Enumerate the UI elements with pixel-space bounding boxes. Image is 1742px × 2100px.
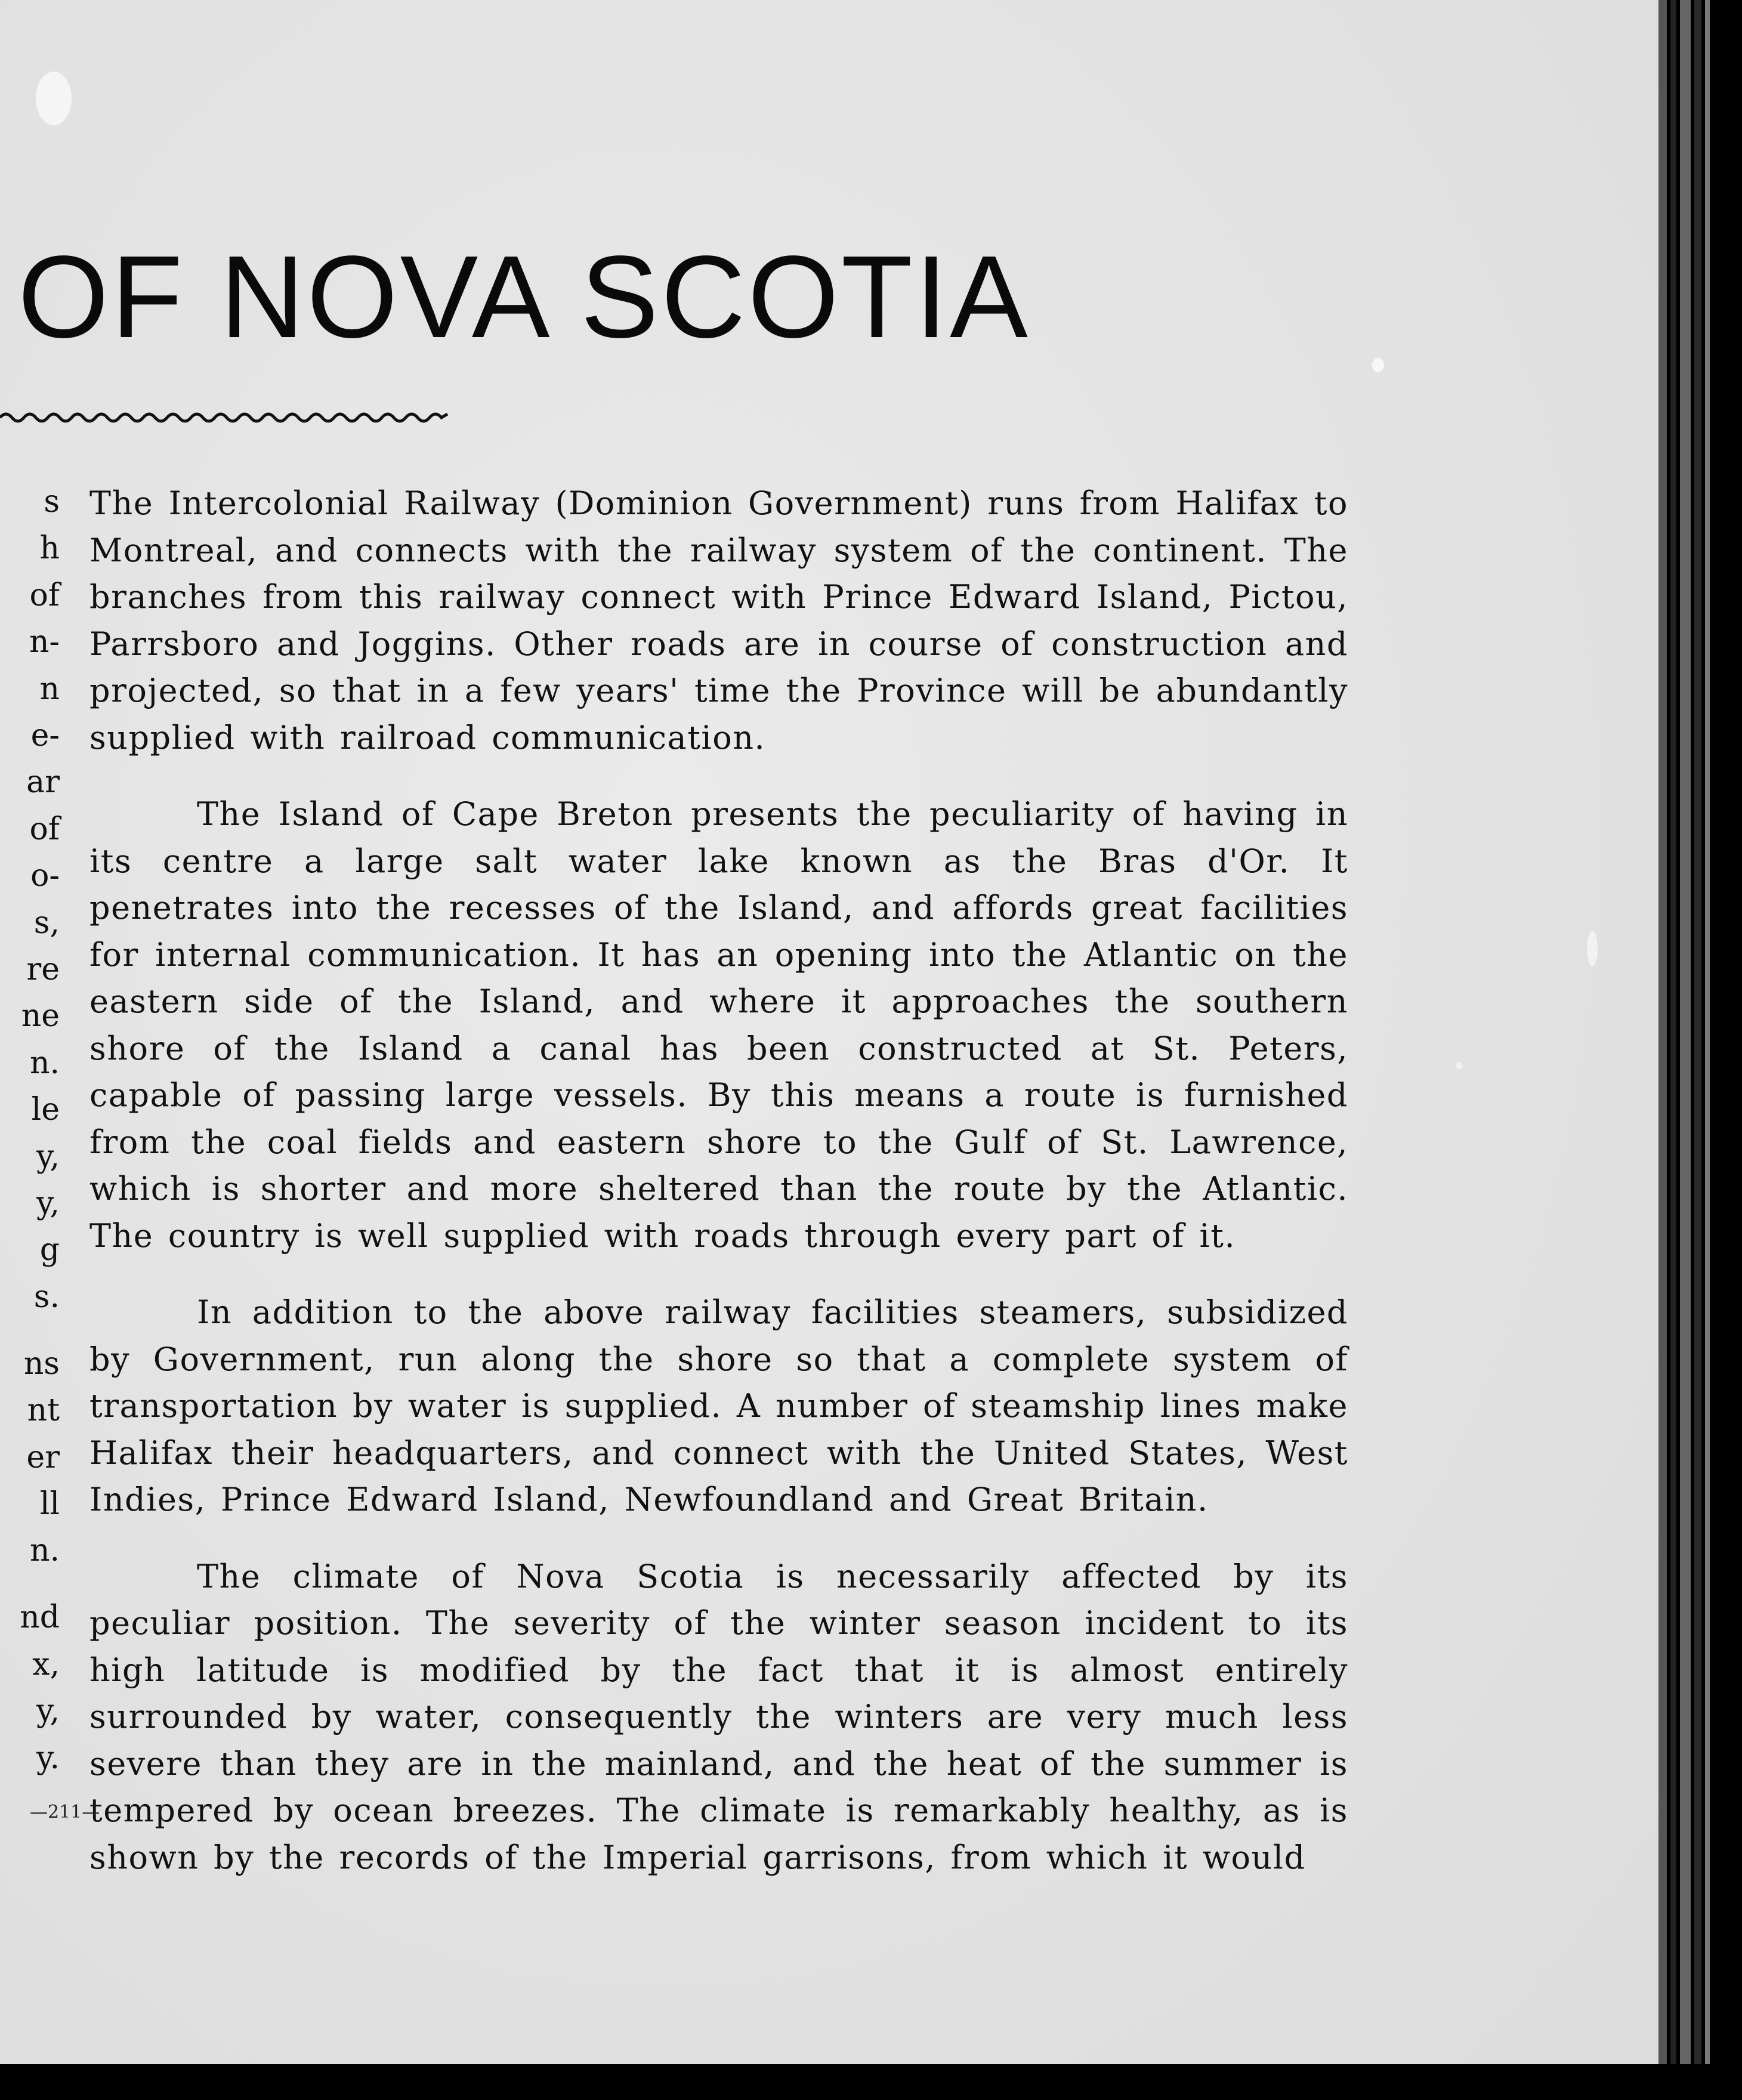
left-fragment: n xyxy=(39,671,60,707)
paragraph-steamers: In addition to the above railway facilities steamers, subsidized by Government, run along the shore so that a complete system of transportation by water is supplied. A number of steamship lines make Halifax their headquarters, and connect with the United States, West Indies, Prince Edward Island, Newfoundland and Great Britain. xyxy=(89,1293,1348,1518)
left-fragment: y, xyxy=(36,1693,60,1729)
left-fragment: er xyxy=(26,1440,60,1475)
left-fragment: n. xyxy=(29,1045,60,1081)
left-fragment: ll xyxy=(39,1486,60,1522)
left-fragment: o- xyxy=(30,858,60,894)
left-fragment: ns xyxy=(23,1346,60,1382)
left-fragment: nd xyxy=(20,1599,60,1635)
page-edge xyxy=(1680,0,1691,2064)
wavy-rule-ornament xyxy=(0,409,453,427)
paragraph-cape-breton: The Island of Cape Breton presents the peculiarity of having in its centre a large salt water lake known as the Bras d'Or. It penetrates into the recesses of the Island, and affords great facilities for internal communication. It has an opening into the Atlantic on the eastern side of the Island, and where it approaches the southern shore of the Island a canal has been constructed at St. Peters, capable of passing large vessels. By this means a route is furnished from the coal fields and eastern shore to the Gulf of St. Lawrence, which is shorter and more sheltered than the route by the Atlantic. The country is well supplied with roads through every part of it. xyxy=(89,795,1348,1255)
page-edge xyxy=(1658,0,1667,2064)
paragraph-climate: The climate of Nova Scotia is necessarily affected by its peculiar position. The severity of the winter season incident to its high latitude is modified by the fact that it is almost entirely surrounded by water, consequently the winters are very much less severe than they are in the mainland, and the heat of the summer is tempered by ocean breezes. The climate is remarkably healthy, as is shown by the records of the Imperial garrisons, from which it would xyxy=(89,1557,1348,1876)
left-fragment: n- xyxy=(29,624,60,660)
left-fragment: le xyxy=(31,1092,60,1128)
left-fragment: nt xyxy=(27,1392,60,1428)
page-edge xyxy=(1694,0,1701,2064)
left-fragment: e- xyxy=(30,718,60,753)
left-fragment: s. xyxy=(33,1279,60,1315)
left-fragment: y, xyxy=(36,1185,60,1221)
left-fragment: of xyxy=(29,578,60,613)
left-fragment: re xyxy=(26,952,60,987)
left-fragment: y, xyxy=(36,1139,60,1175)
left-fragment: s xyxy=(44,484,60,520)
left-fragment: g xyxy=(39,1232,60,1268)
body-text xyxy=(89,480,1348,1911)
left-fragment: y. xyxy=(36,1740,60,1776)
paragraph-railway: The Intercolonial Railway (Dominion Government) runs from Halifax to Montreal, and connects with the railway system of the continent. The branches from this railway connect with Prince Edward Island, Pictou, Parrsboro and Joggins. Other roads are in course of construction and projected, so that in a few years' time the Province will be abundantly supplied with railroad communication. xyxy=(89,484,1348,756)
left-fragment: ar xyxy=(26,764,60,800)
page-edge xyxy=(1705,0,1710,2064)
left-fragment: ne xyxy=(21,998,60,1034)
left-fragment: x, xyxy=(32,1647,60,1682)
left-fragment: of xyxy=(29,811,60,847)
page-number: —211— xyxy=(30,1802,100,1823)
left-fragment: n. xyxy=(29,1533,60,1568)
page-edge xyxy=(1670,0,1676,2064)
left-fragment: s, xyxy=(33,905,60,941)
page-heading: OF NOVA SCOTIA xyxy=(18,231,1030,362)
left-fragment: h xyxy=(39,530,60,566)
